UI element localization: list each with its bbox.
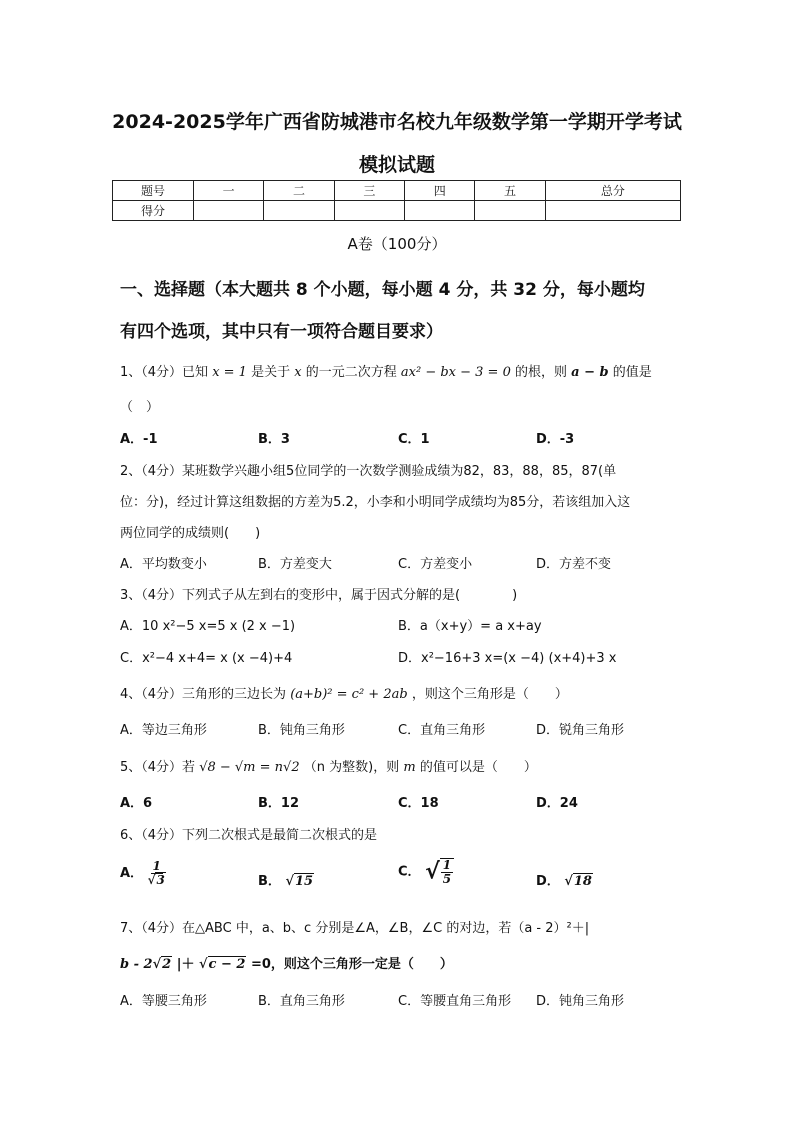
q1-suffix: 的值是 xyxy=(612,365,652,380)
q5-option-c[interactable]: C．18 xyxy=(398,796,439,811)
score-table-header-row xyxy=(113,181,681,201)
q7-option-d[interactable]: D．钝角三角形 xyxy=(536,994,625,1009)
q6-option-b-radicand: 15 xyxy=(295,874,314,889)
q1-mid2: 的一元二次方程 xyxy=(305,365,397,380)
q2-option-a[interactable]: A．平均数变小 xyxy=(120,557,207,572)
q7-line2-sqrt-radicand: c − 2 xyxy=(208,957,246,972)
q1-option-c[interactable]: C．1 xyxy=(398,432,430,447)
score-table xyxy=(112,180,681,221)
q7-option-b[interactable]: B．直角三角形 xyxy=(258,994,345,1009)
q1-mid3: 的根，则 xyxy=(515,365,568,380)
q6-option-d[interactable] xyxy=(536,870,593,889)
score-cell[interactable] xyxy=(264,201,334,221)
q5-eq: √8 − √m = n√2 xyxy=(199,760,300,775)
q3-option-b[interactable]: B．a（x+y）= a x+ay xyxy=(398,619,542,634)
q4-suffix: ，则这个三角形是（ ） xyxy=(411,687,568,702)
section1-heading-line2: 有四个选项，其中只有一项符合题目要求） xyxy=(120,322,443,342)
q6-option-c-denominator: 5 xyxy=(442,872,452,886)
q5-option-b[interactable]: B．12 xyxy=(258,796,299,811)
score-cell[interactable] xyxy=(475,201,545,221)
q6-line1: 6、（4分）下列二次根式是最简二次根式的是 xyxy=(120,828,378,843)
q7-line1: 7、（4分）在△ABC 中，a、b、c 分别是∠A，∠B，∠C 的对边，若（a - 2）²＋| xyxy=(120,921,590,936)
score-cell[interactable] xyxy=(405,201,475,221)
score-cell[interactable] xyxy=(194,201,264,221)
q3-line1: 3、（4分）下列式子从左到右的变形中，属于因式分解的是( ) xyxy=(120,588,518,603)
q3-option-c[interactable]: C．x²−4 x+4= x (x −4)+4 xyxy=(120,651,293,666)
q6-option-b-root: √15 xyxy=(285,874,314,889)
question-1 xyxy=(120,361,652,380)
q2-line1: 2、（4分）某班数学兴趣小组5位同学的一次数学测验成绩为82，83，88，85，87(单 xyxy=(120,464,617,479)
score-cell[interactable] xyxy=(545,201,680,221)
q6-option-d-radicand: 18 xyxy=(573,874,592,889)
score-table-score-row xyxy=(113,201,681,221)
q6-option-a-radicand: 3 xyxy=(156,873,165,887)
q5-prefix: 5、（4分）若 xyxy=(120,760,196,775)
part-a-heading: A卷（100分） xyxy=(347,235,447,253)
q4-option-c[interactable]: C．直角三角形 xyxy=(398,723,486,738)
q1-eq2: ax² − bx − 3 = 0 xyxy=(400,365,511,380)
q4-option-d[interactable]: D．锐角三角形 xyxy=(536,723,625,738)
score-header-cell: 总分 xyxy=(545,181,680,201)
q6-option-a-denominator: √3 xyxy=(147,873,165,887)
score-header-cell: 三 xyxy=(334,181,404,201)
q4-prefix: 4、（4分）三角形的三边长为 xyxy=(120,687,287,702)
q6-option-c[interactable] xyxy=(398,858,454,886)
q2-line3: 两位同学的成绩则( ) xyxy=(120,526,261,541)
score-header-cell: 五 xyxy=(475,181,545,201)
q6-option-c-radical-sign: √ xyxy=(425,859,440,885)
q7-line2-sqrt2-radicand: 2 xyxy=(162,957,172,972)
q6-option-b-label: B． xyxy=(258,874,281,889)
q7-line2-sqrt: √c − 2 xyxy=(199,957,246,972)
q4-eq: (a+b)² = c² + 2ab xyxy=(290,687,408,702)
score-header-cell: 四 xyxy=(405,181,475,201)
q6-option-b[interactable] xyxy=(258,870,314,889)
q1-expr: a − b xyxy=(571,365,609,380)
q4-option-b[interactable]: B．钝角三角形 xyxy=(258,723,345,738)
q2-line2: 位：分)，经过计算这组数据的方差为5.2，小李和小明同学成绩均为85分，若该组加入这 xyxy=(120,495,631,510)
exam-title-line1: 2024-2025学年广西省防城港市名校九年级数学第一学期开学考试 xyxy=(112,111,682,133)
q6-option-a-fraction xyxy=(148,860,166,887)
q7-line2 xyxy=(120,953,453,972)
q5-option-a[interactable]: A．6 xyxy=(120,796,153,811)
q5-option-d[interactable]: D．24 xyxy=(536,796,578,811)
q1-var: x xyxy=(294,365,302,380)
score-cell[interactable] xyxy=(334,201,404,221)
q7-line2-part-c: =0，则这个三角形一定是（ ） xyxy=(250,957,453,972)
q3-option-a[interactable]: A．10 x²−5 x=5 x (2 x −1) xyxy=(120,619,296,634)
q7-line2-part-b: |＋ xyxy=(176,957,195,972)
q7-line2-sqrt2: √2 xyxy=(152,957,172,972)
q1-option-b[interactable]: B．3 xyxy=(258,432,290,447)
q1-option-d[interactable]: D．-3 xyxy=(536,432,575,447)
q1-answer-paren: （ ） xyxy=(120,400,160,415)
question-5 xyxy=(120,756,537,775)
q2-option-d[interactable]: D．方差不变 xyxy=(536,557,612,572)
q1-eq1: x = 1 xyxy=(212,365,247,380)
q1-mid1: 是关于 xyxy=(251,365,291,380)
q6-option-c-numerator: 1 xyxy=(442,858,452,872)
q5-note: （n 为整数)，则 xyxy=(303,760,400,775)
q6-option-d-root: √18 xyxy=(564,874,592,889)
q5-var: m xyxy=(403,760,416,775)
question-4 xyxy=(120,683,568,702)
q5-suffix: 的值可以是（ ） xyxy=(419,760,537,775)
q6-option-c-fraction xyxy=(440,858,454,886)
q1-option-a[interactable]: A．-1 xyxy=(120,432,158,447)
score-row-label: 得分 xyxy=(113,201,194,221)
q4-option-a[interactable]: A．等边三角形 xyxy=(120,723,207,738)
section1-heading-line1: 一、选择题（本大题共 8 个小题，每小题 4 分，共 32 分，每小题均 xyxy=(120,280,645,300)
q2-option-c[interactable]: C．方差变小 xyxy=(398,557,473,572)
score-header-cell: 题号 xyxy=(113,181,194,201)
q6-option-a-label: A． xyxy=(120,866,144,881)
score-header-cell: 二 xyxy=(264,181,334,201)
q1-prefix: 1、（4分）已知 xyxy=(120,365,209,380)
q6-option-a-numerator: 1 xyxy=(152,859,161,873)
score-header-cell: 一 xyxy=(194,181,264,201)
q7-line2-part-a: b - 2 xyxy=(120,957,153,972)
exam-title-line2: 模拟试题 xyxy=(358,154,435,176)
q7-option-a[interactable]: A．等腰三角形 xyxy=(120,994,207,1009)
q6-option-c-label: C． xyxy=(398,864,421,880)
q2-option-b[interactable]: B．方差变大 xyxy=(258,557,332,572)
q6-option-a[interactable] xyxy=(120,860,166,887)
q6-option-d-label: D． xyxy=(536,874,560,889)
q3-option-d[interactable]: D．x²−16+3 x=(x −4) (x+4)+3 x xyxy=(398,651,617,666)
q7-option-c[interactable]: C．等腰直角三角形 xyxy=(398,994,512,1009)
